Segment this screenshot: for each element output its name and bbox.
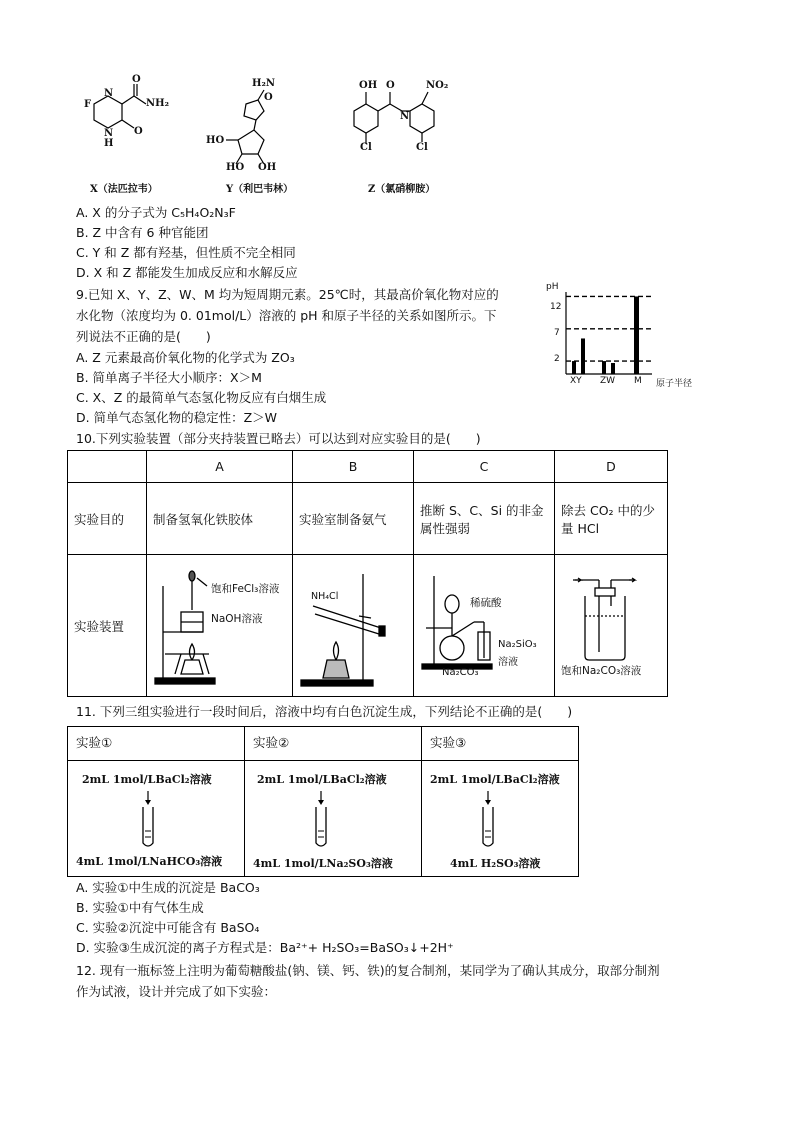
q11-option-a: A. 实验①中生成的沉淀是 BaCO₃ <box>76 880 260 895</box>
q10-purpose-c-line1: 推断 S、C、Si 的非金 <box>420 502 544 518</box>
q10-table <box>67 450 668 697</box>
exp1-bacl2: 2mL 1mol/LBaCl₂溶液 <box>82 773 212 786</box>
atom-nh2-x: NH₂ <box>146 98 169 109</box>
tick-7: 7 <box>554 328 560 338</box>
atom-cl-z2: Cl <box>416 142 428 153</box>
q9-stem-3: 列说法不正确的是( ) <box>76 329 211 344</box>
cat-xy: XY <box>570 376 582 386</box>
structures-figure <box>76 74 464 198</box>
q8-option-d: D. X 和 Z 都能发生加成反应和水解反应 <box>76 265 298 280</box>
q11-table <box>67 726 579 877</box>
bar-z <box>602 361 606 374</box>
apparatus-b-drawing <box>293 556 413 696</box>
q10-header-blank <box>68 451 147 483</box>
atom-oh-y: HO <box>206 135 225 146</box>
y-ribose-ring <box>238 130 264 154</box>
label-sat-na2co3: 饱和Na₂CO₃溶液 <box>561 665 642 677</box>
label-na2sio3: Na₂SiO₃ <box>498 639 537 650</box>
q10-header-a: A <box>147 451 293 483</box>
q10-purpose-c-line2: 属性强弱 <box>420 520 471 536</box>
exp1-tube <box>138 791 158 851</box>
atom-no2-z: NO₂ <box>426 80 449 91</box>
exp2-tube <box>311 791 331 851</box>
y-triazole-ring <box>244 100 264 120</box>
atom-n-x: N <box>104 88 114 99</box>
label-naoh: NaOH溶液 <box>211 613 263 625</box>
q11-exp1-cell <box>68 761 245 877</box>
q9-option-a: A. Z 元素最高价氧化物的化学式为 ZO₃ <box>76 350 295 365</box>
q10-apparatus-d <box>555 555 668 697</box>
q12-line-2: 作为试液，设计并完成了如下实验： <box>76 984 277 999</box>
q10-header-d: D <box>555 451 668 483</box>
atom-f: F <box>84 99 92 110</box>
q11-exp3-header: 实验③ <box>422 727 579 761</box>
label-y: Y（利巴韦林） <box>226 184 294 195</box>
atom-cl-z: Cl <box>360 142 372 153</box>
exp1-solution: 4mL 1mol/LNaHCO₃溶液 <box>76 855 223 868</box>
z-ring-right <box>410 104 434 133</box>
q8-option-c: C. Y 和 Z 都有羟基，但性质不完全相同 <box>76 245 296 260</box>
q10-apparatus-c <box>414 555 555 697</box>
q11-exp2-header: 实验② <box>245 727 422 761</box>
atom-o-y: O <box>264 92 273 103</box>
label-x: X（法匹拉韦） <box>90 184 158 195</box>
q9-option-b: B. 简单离子半径大小顺序：X＞M <box>76 370 262 385</box>
q11-exp3-cell <box>422 761 579 877</box>
q10-purpose-d <box>555 483 668 555</box>
q11-option-d: D. 实验③生成沉淀的离子方程式是：Ba²⁺+ H₂SO₃=BaSO₃↓+2H⁺ <box>76 940 454 955</box>
atom-oh-z: OH <box>359 80 378 91</box>
ph-label: pH <box>546 282 559 292</box>
apparatus-c-drawing <box>414 556 554 696</box>
q9-stem-1: 9.已知 X、Y、Z、W、M 均为短周期元素。25℃时，其最高价氧化物对应的 <box>76 287 499 302</box>
q10-header-c: C <box>414 451 555 483</box>
q9-option-d: D. 简单气态氢化物的稳定性：Z＞W <box>76 410 277 425</box>
atom-o-z: O <box>386 80 395 91</box>
q10-row-apparatus-label: 实验装置 <box>68 555 147 697</box>
q10-purpose-c <box>414 483 555 555</box>
label-z: Z（氯硝柳胺） <box>368 184 436 195</box>
exp2-solution: 4mL 1mol/LNa₂SO₃溶液 <box>253 857 393 870</box>
exp2-bacl2: 2mL 1mol/LBaCl₂溶液 <box>257 773 387 786</box>
atom-n-z: N <box>400 111 410 122</box>
q11-option-b: B. 实验①中有气体生成 <box>76 900 204 915</box>
atom-ho-y2: HO <box>226 162 245 173</box>
atom-o-x2: O <box>134 126 143 137</box>
q10-apparatus-b <box>293 555 414 697</box>
q10-stem: 10.下列实验装置（部分夹持装置已略去）可以达到对应实验目的是( ) <box>76 431 481 446</box>
ph-chart <box>540 282 710 390</box>
q10-purpose-d-line2: 量 HCl <box>561 520 600 536</box>
q11-stem: 11. 下列三组实验进行一段时间后，溶液中均有白色沉淀生成，下列结论不正确的是( ) <box>76 704 573 719</box>
bar-y <box>581 338 585 374</box>
exp3-bacl2: 2mL 1mol/LBaCl₂溶液 <box>430 773 560 786</box>
q11-exp1-header: 实验① <box>68 727 245 761</box>
label-na2co3: Na₂CO₃ <box>442 667 479 678</box>
tick-12: 12 <box>550 302 562 312</box>
ph-chart-svg <box>540 282 710 390</box>
bar-m <box>634 296 639 374</box>
z-ring-left <box>354 104 378 133</box>
q8-option-a: A. X 的分子式为 C₅H₄O₂N₃F <box>76 205 236 220</box>
q9-option-c: C. X、Z 的最简单气态氢化物反应有白烟生成 <box>76 390 327 405</box>
bar-w <box>611 363 615 374</box>
bar-x <box>572 361 576 374</box>
label-h2so4: 稀硫酸 <box>470 597 502 609</box>
q9-stem-2: 水化物（浓度均为 0. 01mol/L）溶液的 pH 和原子半径的关系如图所示。下 <box>76 308 497 323</box>
atom-h2n-y: H₂N <box>252 78 275 89</box>
q10-header-b: B <box>293 451 414 483</box>
cat-zw: ZW <box>600 376 616 386</box>
q8-option-b: B. Z 中含有 6 种官能团 <box>76 225 209 240</box>
label-fecl3: 饱和FeCl₃溶液 <box>211 583 280 595</box>
x-pyrazine-ring <box>94 96 122 128</box>
q10-purpose-a: 制备氢氧化铁胶体 <box>147 483 293 555</box>
q12-line-1: 12. 现有一瓶标签上注明为葡萄糖酸盐(钠、镁、钙、铁)的复合制剂，某同学为了确认其成分，取部分制剂 <box>76 963 660 978</box>
x-axis-label: 原子半径 <box>656 379 693 389</box>
atom-n-x2: N <box>104 128 114 139</box>
atom-h-x: H <box>104 138 114 149</box>
exp3-solution: 4mL H₂SO₃溶液 <box>450 857 541 870</box>
q11-exp2-cell <box>245 761 422 877</box>
q10-purpose-b: 实验室制备氨气 <box>293 483 414 555</box>
cat-m: M <box>634 376 642 386</box>
q11-option-c: C. 实验②沉淀中可能含有 BaSO₄ <box>76 920 260 935</box>
tick-2: 2 <box>554 354 560 364</box>
exp3-tube <box>478 791 498 851</box>
q10-row-purpose-label: 实验目的 <box>68 483 147 555</box>
atom-o-x: O <box>132 74 141 85</box>
label-solution: 溶液 <box>498 657 518 668</box>
q10-apparatus-a <box>147 555 293 697</box>
atom-oh-y3: OH <box>258 162 277 173</box>
q10-purpose-d-line1: 除去 CO₂ 中的少 <box>561 502 656 518</box>
label-nh4cl: NH₄Cl <box>311 591 339 602</box>
